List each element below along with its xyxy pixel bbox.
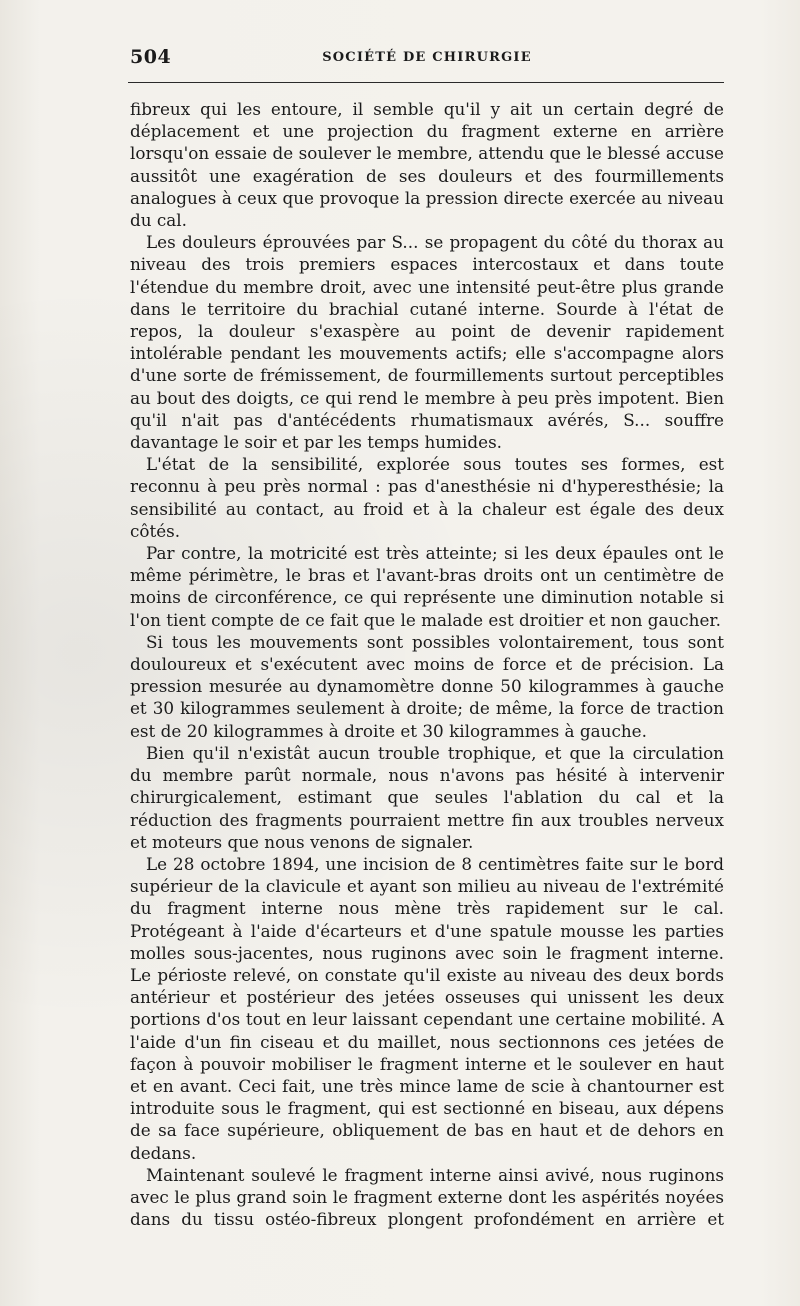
page-header [130,46,724,70]
paragraph: Bien qu'il n'existât aucun trouble trophique, et que la circulation du membre parût normale, nous n'avons pas hésité à intervenir chirurgicalement, estimant que seules l'ablation du cal et la réduction des fragments pourraient mettre fin aux troubles nerveux et moteurs que nous venons de signaler. [130,742,724,852]
paragraph: Si tous les mouvements sont possibles volontairement, tous sont douloureux et s'exécutent avec moins de force et de précision. La pression mesurée au dynamomètre donne 50 kilogrammes à gauche et 30 kilogrammes seulement à droite; de même, la force de traction est de 20 kilogrammes à droite et 30 kilogrammes à gauche. [130,631,724,741]
paragraph: Maintenant soulevé le fragment interne ainsi avivé, nous ruginons avec le plus grand soin le fragment externe dont les aspérités noyées dans du tissu ostéo-fibreux plongent profondément en arrière et [130,1164,724,1230]
paragraph: Les douleurs éprouvées par S... se propagent du côté du thorax au niveau des trois premiers espaces intercostaux et dans toute l'étendue du membre droit, avec une intensité peut-être plus grande dans le territoire du brachial cutané interne. Sourde à l'état de repos, la douleur s'exaspère au point de devenir rapidement intolérable pendant les mouvements actifs; elle s'accompagne alors d'une sorte de frémissement, de fourmillements surtout perceptibles au bout des doigts, ce qui rend le membre à peu près impotent. Bien qu'il n'ait pas d'antécédents rhumatismaux avérés, S... souffre davantage le soir et par les temps humides. [130,232,724,453]
body-text [130,98,724,1230]
header-rule [128,82,724,83]
page-number: 504 [130,46,172,68]
paragraph: L'état de la sensibilité, explorée sous toutes ses formes, est reconnu à peu près normal : pas d'anesthésie ni d'hyperesthésie; la sensibilité au contact, au froid et à la chaleur est égale des deux côtés. [130,454,724,541]
paragraph: fibreux qui les entoure, il semble qu'il y ait un certain degré de déplacement et une projection du fragment externe en arrière lorsqu'on essaie de soulever le membre, attendu que le blessé accuse aussitôt une exagération de ses douleurs et des fourmillements analogues à ceux que provoque la pression directe exercée au niveau du cal. [130,99,724,231]
paragraph: Par contre, la motricité est très atteinte; si les deux épaules ont le même périmètre, le bras et l'avant-bras droits ont un centimètre de moins de circonférence, ce qui représente une diminution notable si l'on tient compte de ce fait que le malade est droitier et non gaucher. [130,543,724,630]
running-head: SOCIÉTÉ DE CHIRURGIE [322,50,532,65]
paragraph: Le 28 octobre 1894, une incision de 8 centimètres faite sur le bord supérieur de la clavicule et ayant son milieu au niveau de l'extrémité du fragment interne nous mène très rapidement sur le cal. Protégeant à l'aide d'écarteurs et d'une spatule mousse les parties molles sous-jacentes, nous ruginons avec soin le fragment interne. Le périoste relevé, on constate qu'il existe au niveau des deux bords antérieur et postérieur des jetées osseuses qui unissent les deux portions d'os tout en leur laissant cependant une certaine mobilité. A l'aide d'un fin ciseau et du maillet, nous sectionnons ces jetées de façon à pouvoir mobiliser le fragment interne et le soulever en haut et en avant. Ceci fait, une très mince lame de scie à chantourner est introduite sous le fragment, qui est sectionné en biseau, aux dépens de sa face supérieure, obliquement de bas en haut et de dehors en dedans. [130,853,724,1163]
